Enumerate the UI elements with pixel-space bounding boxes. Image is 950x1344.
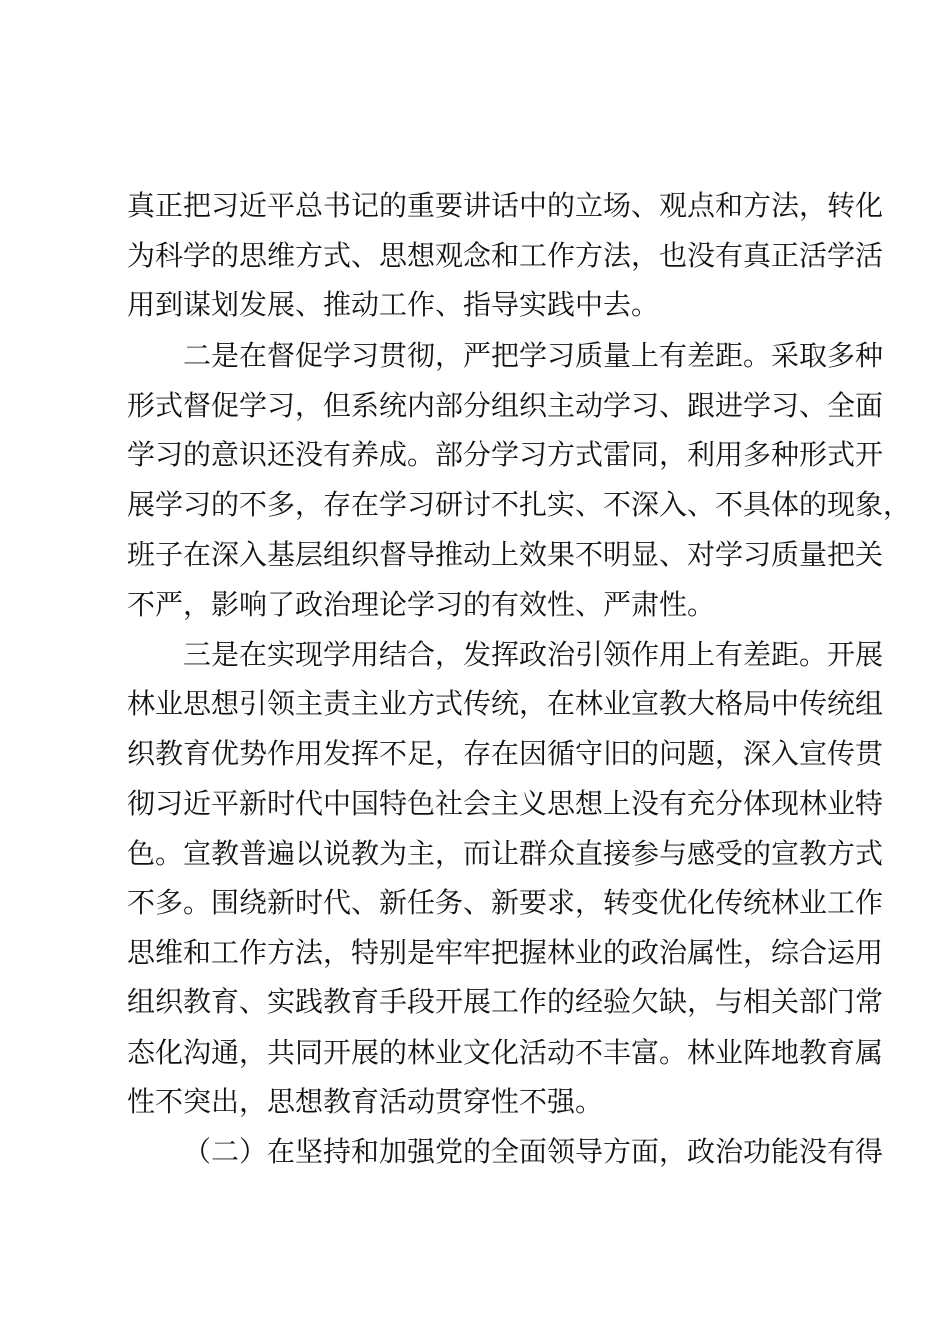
- paragraph-start-line: 二是在督促学习贯彻，严把学习质量上有差距。采取多种: [183, 339, 884, 372]
- text-line: 学习的意识还没有养成。部分学习方式雷同，利用多种形式开: [127, 438, 884, 471]
- text-line: 为科学的思维方式、思想观念和工作方法，也没有真正活学活: [127, 239, 884, 272]
- text-line: 用到谋划发展、推动工作、指导实践中去。: [127, 288, 660, 321]
- text-line: 真正把习近平总书记的重要讲话中的立场、观点和方法，转化: [127, 189, 884, 222]
- section-heading-line: （二）在坚持和加强党的全面领导方面，政治功能没有得: [183, 1135, 884, 1168]
- text-line: 不多。围绕新时代、新任务、新要求，转变优化传统林业工作: [127, 886, 884, 919]
- text-line: 态化沟通，共同开展的林业文化活动不丰富。林业阵地教育属: [127, 1036, 884, 1069]
- text-line: 组织教育、实践教育手段开展工作的经验欠缺，与相关部门常: [127, 985, 884, 1018]
- text-line: 性不突出，思想教育活动贯穿性不强。: [127, 1085, 604, 1118]
- text-line: 林业思想引领主责主业方式传统，在林业宣教大格局中传统组: [127, 687, 884, 720]
- text-line: 不严，影响了政治理论学习的有效性、严肃性。: [127, 588, 716, 621]
- text-line: 彻习近平新时代中国特色社会主义思想上没有充分体现林业特: [127, 787, 884, 820]
- text-line: 织教育优势作用发挥不足，存在因循守旧的问题，深入宣传贯: [127, 737, 884, 770]
- paragraph-start-line: 三是在实现学用结合，发挥政治引领作用上有差距。开展: [183, 638, 884, 671]
- text-line: 形式督促学习，但系统内部分组织主动学习、跟进学习、全面: [127, 389, 884, 422]
- text-line: 思维和工作方法，特别是牢牢把握林业的政治属性，综合运用: [127, 936, 884, 969]
- text-line: 展学习的不多，存在学习研讨不扎实、不深入、不具体的现象，: [127, 488, 912, 521]
- text-line: 色。宣教普遍以说教为主，而让群众直接参与感受的宣教方式: [127, 837, 884, 870]
- text-line: 班子在深入基层组织督导推动上效果不明显、对学习质量把关: [127, 538, 884, 571]
